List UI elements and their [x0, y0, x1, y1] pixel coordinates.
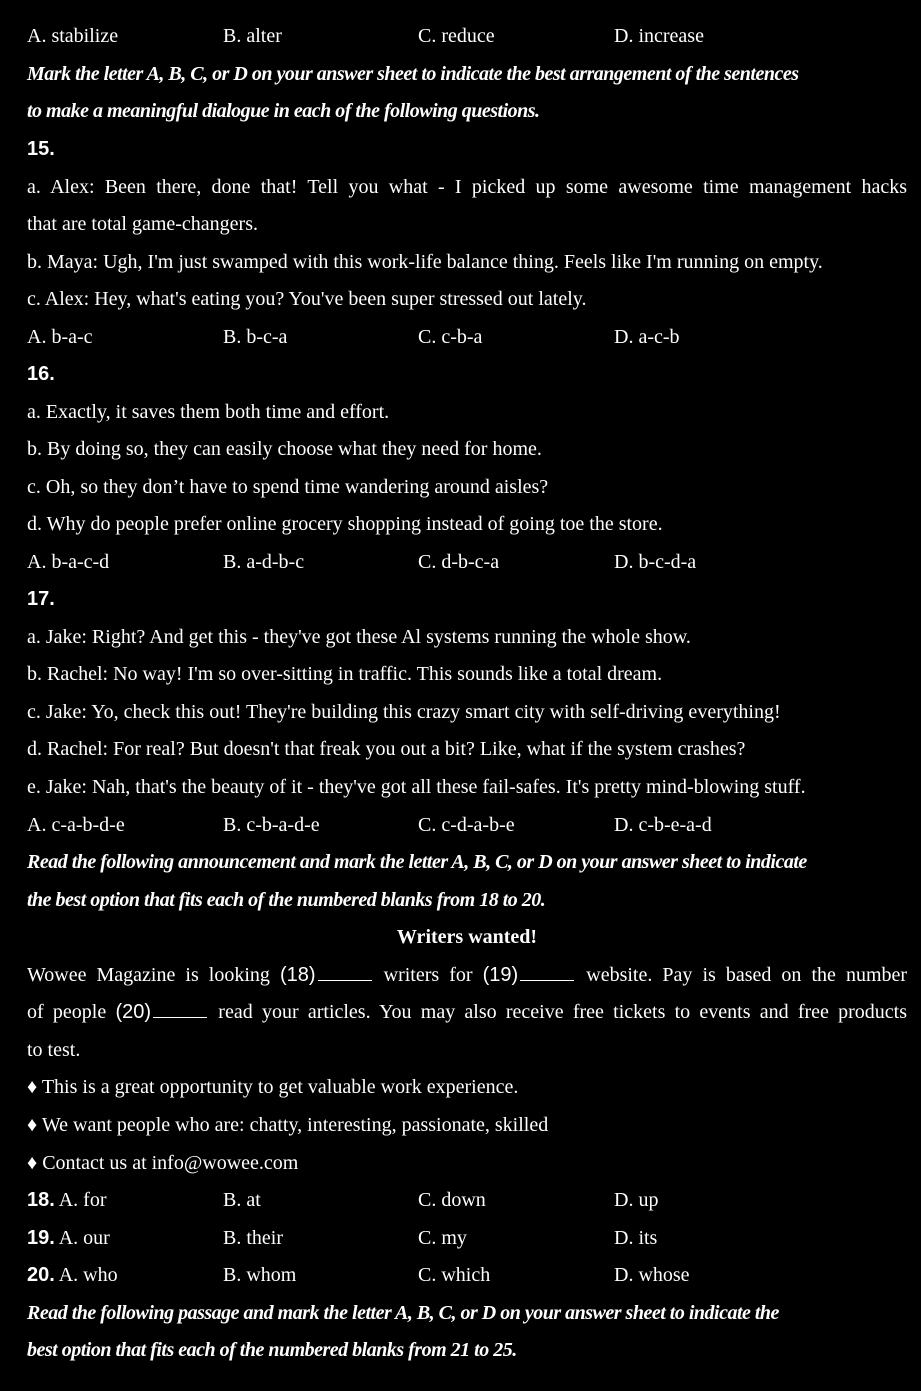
- passage-instruction-line1: Read the following passage and mark the letter A, B, C, or D on your answer sheet to indicate the: [27, 1302, 779, 1324]
- blank-18-number: (18): [280, 964, 316, 986]
- announcement-instruction-line1: Read the following announcement and mark the letter A, B, C, or D on your answer sheet to indicate: [27, 851, 807, 873]
- dialogue-instruction-line1: Mark the letter A, B, C, or D on your answer sheet to indicate the best arrangement of the sentences: [27, 63, 799, 85]
- question-19-number: 19.: [27, 1227, 55, 1249]
- announcement-bullet-2: ♦ We want people who are: chatty, interesting, passionate, skilled: [27, 1114, 549, 1136]
- option-c: C. c-b-a: [418, 326, 483, 348]
- option-b: B. alter: [223, 25, 282, 47]
- option-b: B. a-d-b-c: [223, 551, 305, 573]
- option-a: A. for: [58, 1189, 107, 1211]
- option-b: B. b-c-a: [223, 326, 288, 348]
- q15-line-b: b. Maya: Ugh, I'm just swamped with this work-life balance thing. Feels like I'm running on empty.: [27, 251, 823, 273]
- announcement-text: website. Pay is based on the number: [586, 964, 908, 986]
- announcement-title: Writers wanted!: [396, 926, 538, 948]
- option-b: B. c-b-a-d-e: [223, 814, 320, 836]
- q16-line-c: c. Oh, so they don’t have to spend time wandering around aisles?: [27, 476, 549, 498]
- blank-20: [153, 999, 207, 1018]
- blank-19-number: (19): [482, 964, 519, 986]
- q14-options: [27, 23, 907, 49]
- option-c: C. which: [418, 1264, 491, 1286]
- option-d: D. its: [614, 1227, 658, 1249]
- q18-row: [27, 1187, 907, 1213]
- blank-19: [520, 962, 574, 981]
- option-a: A. c-a-b-d-e: [27, 814, 125, 836]
- option-d: D. whose: [614, 1264, 690, 1286]
- announcement-text: of people: [27, 1001, 107, 1023]
- passage-instruction-line2: best option that fits each of the numbered blanks from 21 to 25.: [27, 1339, 517, 1361]
- announcement-text: Wowee Magazine is looking: [27, 964, 270, 986]
- option-a: A. b-a-c-d: [27, 551, 110, 573]
- option-d: D. b-c-d-a: [614, 551, 697, 573]
- q15-line-a-cont: that are total game-changers.: [27, 213, 258, 235]
- q15-line-a: a. Alex: Been there, done that! Tell you what - I picked up some awesome time management hacks: [27, 176, 907, 198]
- announcement-line3: to test.: [27, 1039, 81, 1061]
- option-a: A. stabilize: [27, 25, 119, 47]
- option-c: C. c-d-a-b-e: [418, 814, 515, 836]
- blank-18: [318, 962, 372, 981]
- q16-line-b: b. By doing so, they can easily choose what they need for home.: [27, 438, 542, 460]
- option-a: A. our: [58, 1227, 110, 1249]
- question-20-number: 20.: [27, 1264, 55, 1286]
- q16-options: [27, 549, 907, 575]
- q17-line-c: c. Jake: Yo, check this out! They're building this crazy smart city with self-driving everything!: [27, 701, 781, 723]
- option-b: B. whom: [223, 1264, 297, 1286]
- blank-20-number: (20): [115, 1001, 152, 1023]
- announcement-line2: [27, 999, 907, 1025]
- q19-row: [27, 1225, 907, 1251]
- question-15-number: 15.: [27, 138, 55, 160]
- option-a: A. who: [58, 1264, 118, 1286]
- option-c: C. reduce: [418, 25, 495, 47]
- q15-line-c: c. Alex: Hey, what's eating you? You've been super stressed out lately.: [27, 288, 587, 310]
- announcement-text: writers for: [383, 964, 473, 986]
- question-16-number: 16.: [27, 363, 55, 385]
- dialogue-instruction-line2: to make a meaningful dialogue in each of the following questions.: [27, 100, 540, 122]
- option-c: C. my: [418, 1227, 467, 1249]
- q15-options: [27, 324, 907, 350]
- option-d: D. c-b-e-a-d: [614, 814, 712, 836]
- option-a: A. b-a-c: [27, 326, 93, 348]
- q17-line-b: b. Rachel: No way! I'm so over-sitting in traffic. This sounds like a total dream.: [27, 663, 663, 685]
- announcement-text: read your articles. You may also receive free tickets to events and free products: [218, 1001, 908, 1023]
- option-c: C. d-b-c-a: [418, 551, 500, 573]
- option-b: B. their: [223, 1227, 283, 1249]
- question-17-number: 17.: [27, 588, 55, 610]
- q17-options: [27, 812, 907, 838]
- option-d: D. increase: [614, 25, 704, 47]
- question-18-number: 18.: [27, 1189, 55, 1211]
- q17-line-d: d. Rachel: For real? But doesn't that freak you out a bit? Like, what if the system crashes?: [27, 738, 746, 760]
- announcement-bullet-1: ♦ This is a great opportunity to get valuable work experience.: [27, 1076, 519, 1098]
- q20-row: [27, 1262, 907, 1288]
- q16-line-a: a. Exactly, it saves them both time and effort.: [27, 401, 390, 423]
- option-d: D. up: [614, 1189, 659, 1211]
- q17-line-e: e. Jake: Nah, that's the beauty of it - they've got all these fail-safes. It's pretty mind-blowing stuff.: [27, 776, 806, 798]
- option-b: B. at: [223, 1189, 261, 1211]
- q17-line-a: a. Jake: Right? And get this - they've got these Al systems running the whole show.: [27, 626, 691, 648]
- option-c: C. down: [418, 1189, 486, 1211]
- announcement-instruction-line2: the best option that fits each of the numbered blanks from 18 to 20.: [27, 889, 546, 911]
- announcement-bullet-3: ♦ Contact us at info@wowee.com: [27, 1152, 299, 1174]
- announcement-line1: [27, 962, 907, 988]
- option-d: D. a-c-b: [614, 326, 680, 348]
- q16-line-d: d. Why do people prefer online grocery shopping instead of going toe the store.: [27, 513, 663, 535]
